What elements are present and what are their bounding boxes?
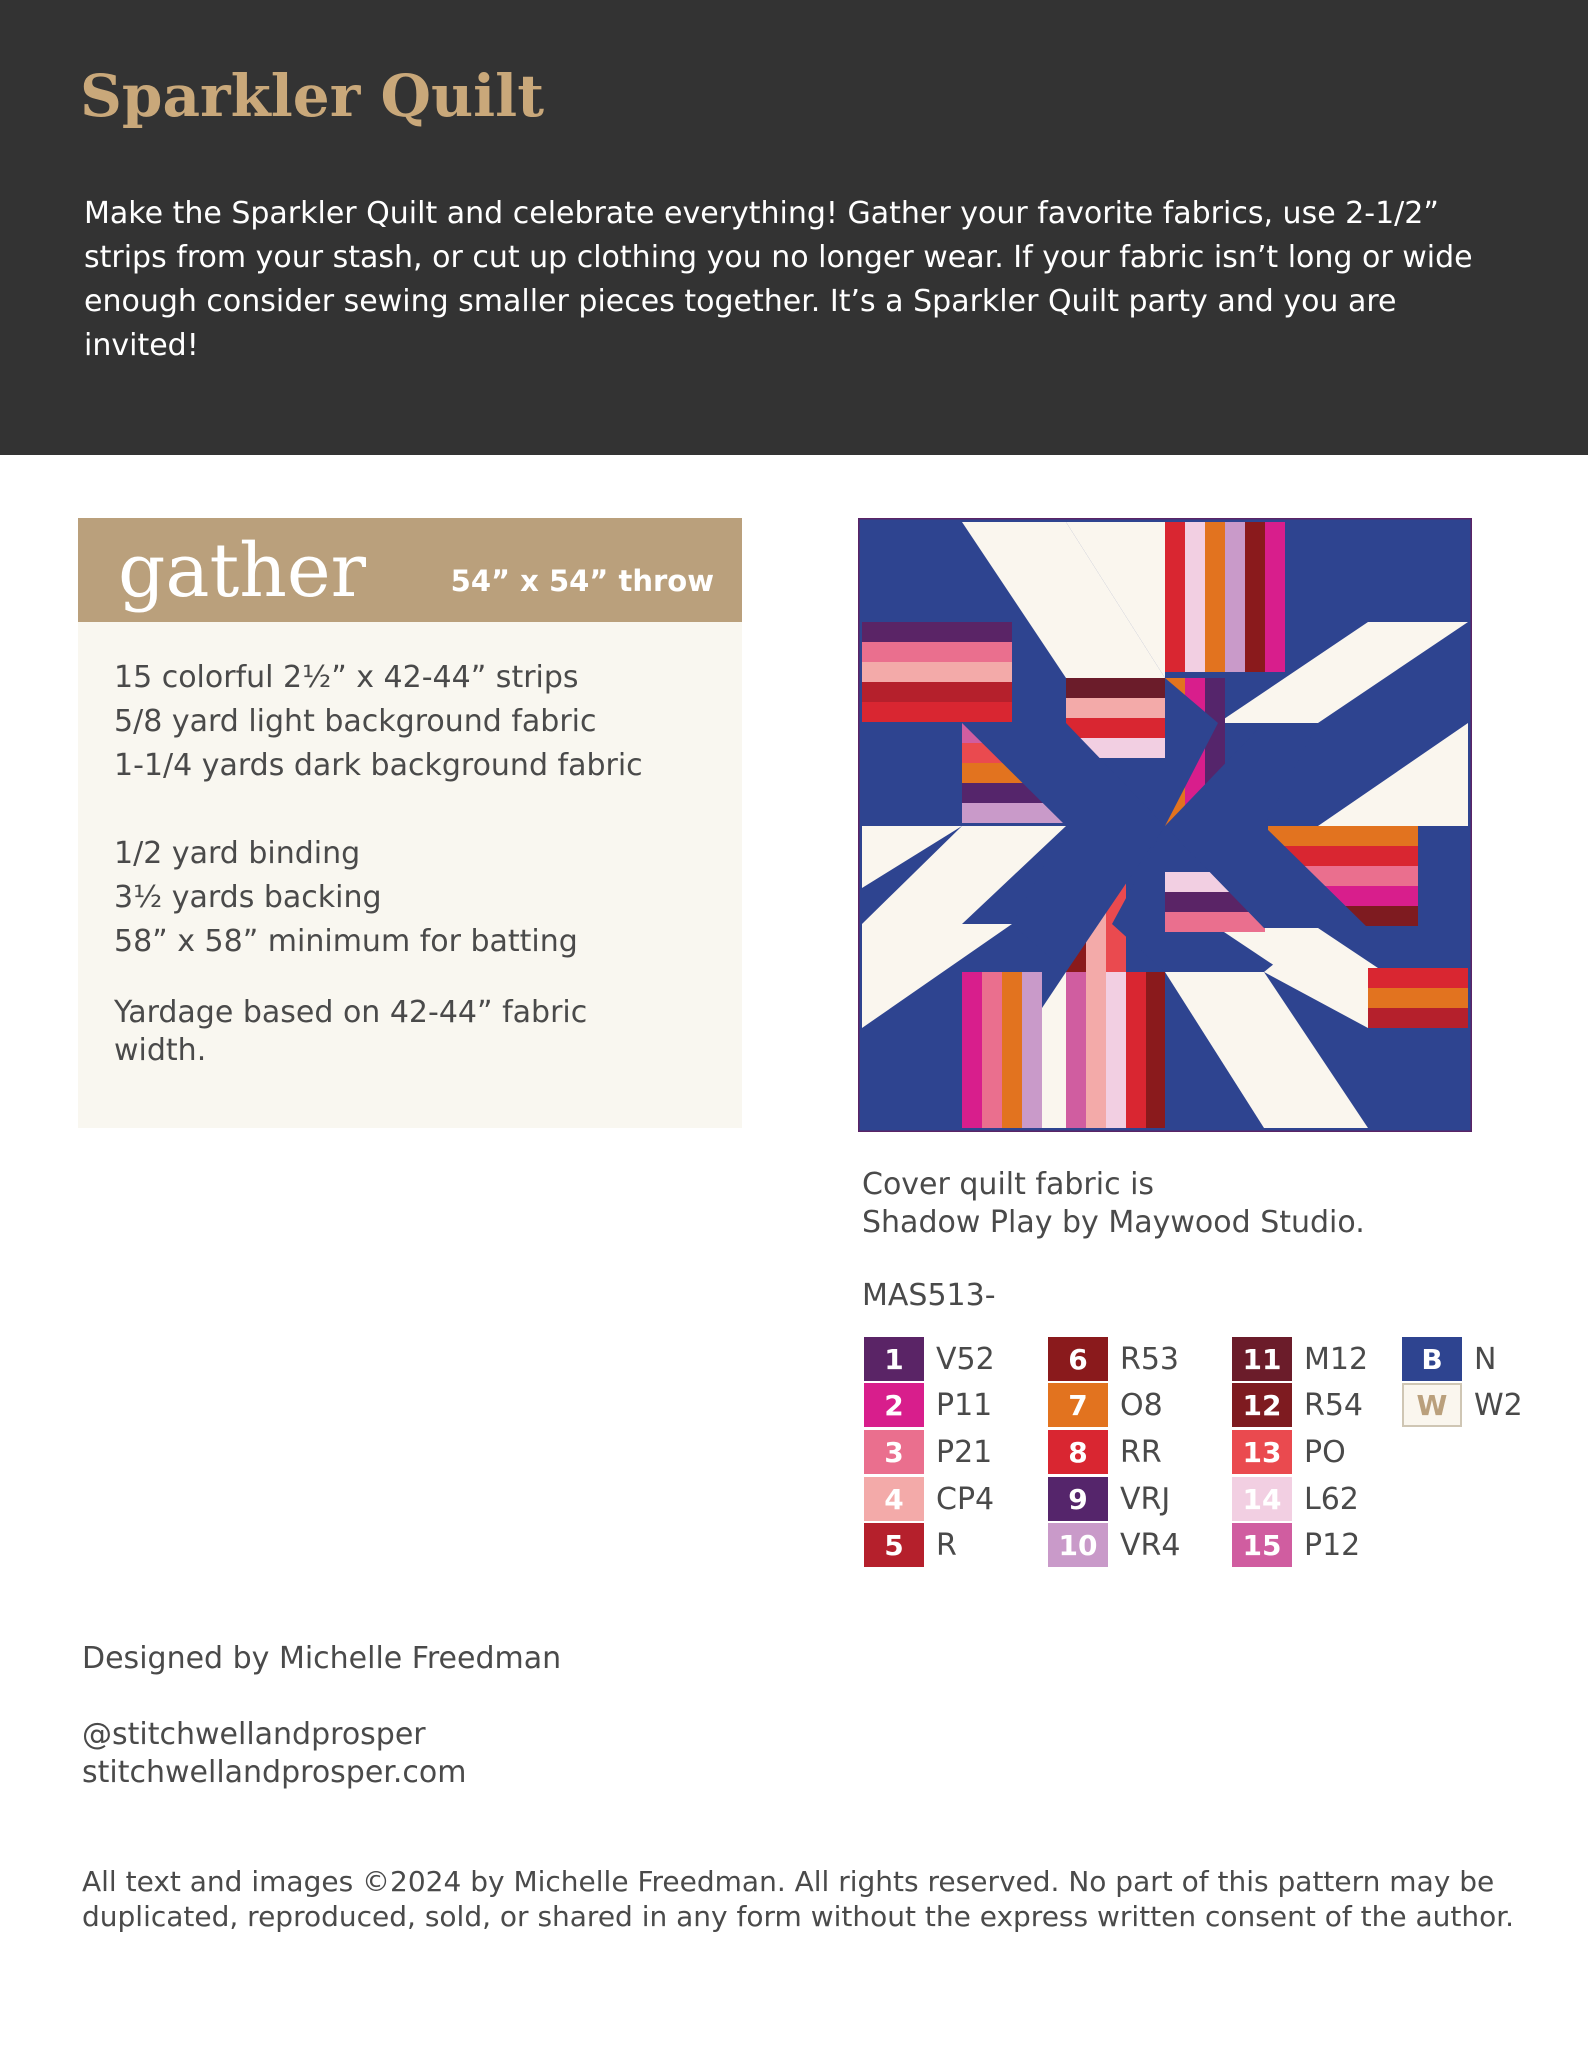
swatch-chip: 10 <box>1048 1523 1108 1567</box>
gather-title: gather <box>118 528 367 614</box>
swatch-code: VR4 <box>1120 1527 1181 1563</box>
fabric-note-line2: Shadow Play by Maywood Studio. <box>862 1205 1365 1240</box>
swatch-code: V52 <box>936 1341 995 1377</box>
swatch-code: R53 <box>1120 1341 1180 1377</box>
website-link: stitchwellandprosper.com <box>82 1755 467 1790</box>
swatch-chip: 7 <box>1048 1383 1108 1427</box>
swatch-chip: 11 <box>1232 1337 1292 1381</box>
social-handle: @stitchwellandprosper <box>82 1717 426 1752</box>
swatch-chip: 13 <box>1232 1430 1292 1474</box>
page-title: Sparkler Quilt <box>80 62 544 130</box>
swatch-code: VRJ <box>1120 1481 1171 1517</box>
strip-wedge-top-right <box>1165 522 1285 672</box>
swatch-code: CP4 <box>936 1481 995 1517</box>
gather-header <box>78 518 742 622</box>
swatch-chip: 9 <box>1048 1477 1108 1521</box>
swatch-item <box>864 1337 995 1381</box>
swatch-item <box>1232 1477 1359 1521</box>
swatch-chip: 5 <box>864 1523 924 1567</box>
swatch-item <box>1048 1383 1163 1427</box>
yardage-note: Yardage based on 42-44” fabric width. <box>114 995 588 1068</box>
swatch-code: P11 <box>936 1387 993 1423</box>
copyright-notice: All text and images ©2024 by Michelle Freedman. All rights reserved. No part of this pattern may be duplicated, reproduced, sold, or shared in any form without the express written consent of the author. <box>82 1865 1515 1933</box>
fabric-note <box>862 1166 1502 1242</box>
swatch-code: W2 <box>1474 1387 1523 1423</box>
materials-item: 15 colorful 2½” x 42-44” strips <box>114 660 579 695</box>
swatch-chip: 2 <box>864 1383 924 1427</box>
materials-list <box>114 656 714 1070</box>
swatch-item <box>1048 1523 1180 1567</box>
swatch-item <box>1232 1523 1360 1567</box>
swatch-item <box>864 1523 957 1567</box>
gather-panel <box>78 518 742 1128</box>
swatch-chip: 4 <box>864 1477 924 1521</box>
materials-item: 1/2 yard binding <box>114 836 361 871</box>
header-banner <box>0 0 1588 455</box>
swatch-code: M12 <box>1304 1341 1369 1377</box>
materials-item: 1-1/4 yards dark background fabric <box>114 748 643 783</box>
swatch-item <box>1232 1383 1363 1427</box>
swatch-item <box>864 1430 992 1474</box>
swatch-code: R54 <box>1304 1387 1364 1423</box>
swatch-chip: 14 <box>1232 1477 1292 1521</box>
intro-text: Make the Sparkler Quilt and celebrate everything! Gather your favorite fabrics, use 2-1/2” strips from your stash, or cut up clothing you no longer wear. If your fabric isn’t long or wide enough consider sewing smaller pieces together. It’s a Sparkler Quilt party and you are invited! <box>84 196 1473 363</box>
swatch-item <box>864 1477 994 1521</box>
fabric-code-prefix: MAS513- <box>862 1278 996 1313</box>
swatch-code: R <box>936 1527 957 1563</box>
swatch-item <box>1048 1430 1162 1474</box>
swatch-item <box>1048 1477 1170 1521</box>
swatch-code: L62 <box>1304 1481 1359 1517</box>
swatch-code: PO <box>1304 1434 1346 1470</box>
swatch-chip: 8 <box>1048 1430 1108 1474</box>
swatch-item <box>864 1383 992 1427</box>
swatch-chip: 1 <box>864 1337 924 1381</box>
quilt-image <box>858 518 1472 1132</box>
swatch-chip: 3 <box>864 1430 924 1474</box>
swatch-chip: 15 <box>1232 1523 1292 1567</box>
swatch-chip: 12 <box>1232 1383 1292 1427</box>
swatch-item <box>1232 1430 1346 1474</box>
swatch-chip: W <box>1402 1383 1462 1427</box>
swatch-item <box>1402 1337 1496 1381</box>
materials-item: 58” x 58” minimum for batting <box>114 924 578 959</box>
swatch-code: RR <box>1120 1434 1162 1470</box>
swatch-code: P21 <box>936 1434 993 1470</box>
fabric-note-line1: Cover quilt fabric is <box>862 1167 1155 1202</box>
materials-item: 3½ yards backing <box>114 880 382 915</box>
swatch-code: N <box>1474 1341 1497 1377</box>
swatch-chip: B <box>1402 1337 1462 1381</box>
quilt-size: 54” x 54” throw <box>450 564 714 598</box>
swatch-code: P12 <box>1304 1527 1361 1563</box>
designer-credit: Designed by Michelle Freedman <box>82 1641 562 1676</box>
materials-item: 5/8 yard light background fabric <box>114 704 597 739</box>
swatch-item <box>1232 1337 1368 1381</box>
swatch-item <box>1048 1337 1179 1381</box>
swatch-chip: 6 <box>1048 1337 1108 1381</box>
credits <box>82 1640 561 1792</box>
swatch-code: O8 <box>1120 1387 1163 1423</box>
swatch-item <box>1402 1383 1523 1427</box>
